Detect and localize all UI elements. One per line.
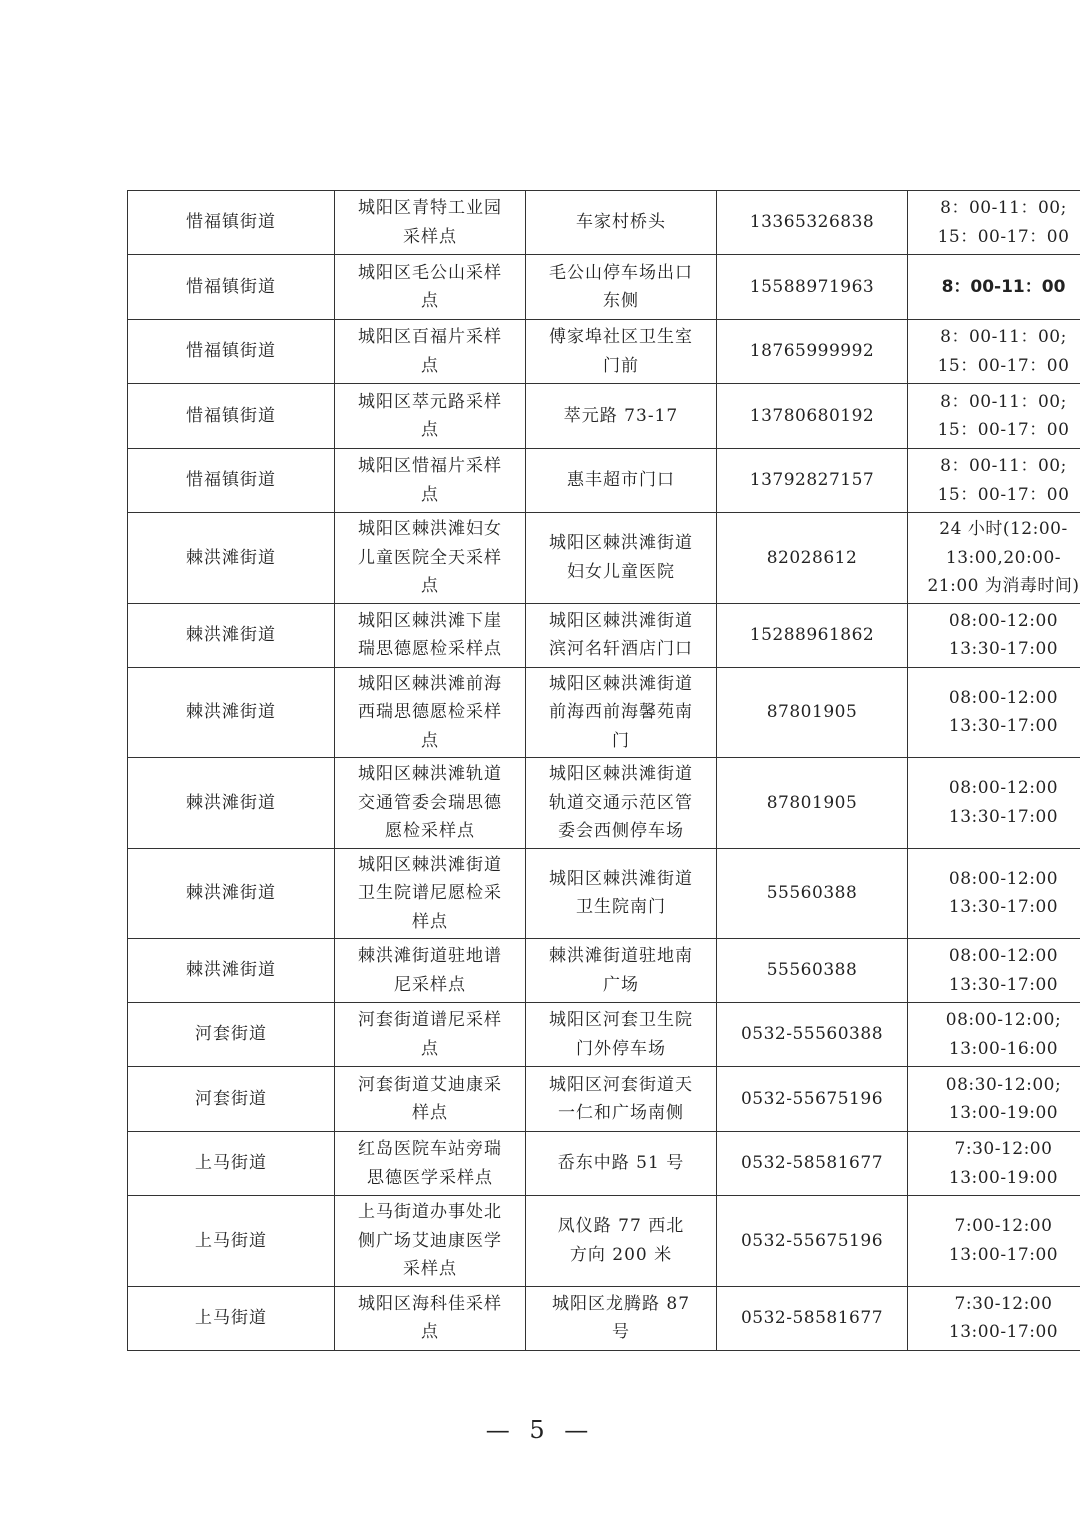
phone-cell: 87801905 — [717, 667, 908, 758]
street-cell: 棘洪滩街道 — [128, 513, 335, 604]
street-cell: 惜福镇街道 — [128, 255, 335, 320]
site-name-cell-line: 思德医学采样点 — [367, 1167, 493, 1188]
hours-cell — [908, 848, 1080, 939]
site-name-cell-line: 样点 — [412, 1103, 448, 1123]
site-name-cell-line: 红岛医院车站旁瑞 — [358, 1139, 502, 1159]
hours-cell-line: 8：00-11：00; — [940, 198, 1067, 218]
table-row — [128, 513, 1080, 604]
street-cell: 棘洪滩街道 — [128, 939, 335, 1003]
site-name-cell-line: 卫生院谱尼愿检采 — [358, 883, 502, 903]
address-cell-line: 卫生院南门 — [576, 897, 666, 918]
hours-cell — [908, 320, 1080, 384]
table-row — [128, 191, 1080, 255]
site-name-cell-line: 城阳区棘洪滩妇女 — [358, 519, 502, 539]
street-cell: 上马街道 — [128, 1132, 335, 1196]
site-name-cell-line: 点 — [421, 730, 439, 751]
address-cell — [526, 1003, 717, 1067]
site-name-cell-line: 城阳区棘洪滩轨道 — [358, 764, 502, 784]
hours-cell-line: 7:30-12:00 — [954, 1293, 1053, 1314]
site-name-cell-line: 点 — [421, 355, 439, 376]
address-cell-line: 前海西前海馨苑南 — [549, 702, 693, 722]
street-cell: 惜福镇街道 — [128, 449, 335, 513]
phone-cell: 18765999992 — [717, 320, 908, 384]
address-cell — [526, 1196, 717, 1287]
hours-cell-line: 7:30-12:00 — [954, 1139, 1053, 1159]
site-name-cell — [335, 1067, 526, 1132]
table-row — [128, 1196, 1080, 1287]
hours-cell-line: 13:30-17:00 — [948, 716, 1059, 737]
address-cell — [526, 384, 717, 449]
table-row — [128, 384, 1080, 449]
site-name-cell-line: 城阳区毛公山采样 — [358, 262, 502, 283]
address-cell-line: 门 — [612, 730, 630, 751]
hours-cell — [908, 1003, 1080, 1067]
site-name-cell-line: 点 — [421, 576, 439, 596]
site-name-cell-line: 城阳区棘洪滩街道 — [358, 854, 502, 875]
street-cell: 河套街道 — [128, 1003, 335, 1067]
hours-cell-line: 13:00-17:00 — [948, 1244, 1059, 1265]
phone-cell: 0532-58581677 — [717, 1132, 908, 1196]
hours-cell-line: 08:00-12:00 — [948, 610, 1059, 631]
phone-cell: 13792827157 — [717, 449, 908, 513]
site-name-cell-line: 城阳区棘洪滩前海 — [358, 673, 502, 694]
phone-cell: 15288961862 — [717, 603, 908, 667]
hours-cell — [908, 255, 1080, 320]
phone-cell: 0532-55675196 — [717, 1067, 908, 1132]
site-name-cell-line: 城阳区百福片采样 — [358, 327, 502, 347]
hours-cell — [908, 667, 1080, 758]
hours-cell-line: 13:30-17:00 — [948, 639, 1059, 659]
address-cell-line: 棘洪滩街道驻地南 — [549, 946, 693, 966]
hours-cell — [908, 191, 1080, 255]
address-cell-line: 城阳区棘洪滩街道 — [549, 610, 693, 631]
street-cell: 棘洪滩街道 — [128, 603, 335, 667]
hours-cell-line: 8：00-11：00 — [941, 276, 1066, 297]
address-cell-line: 门外停车场 — [576, 1038, 666, 1059]
site-name-cell — [335, 1003, 526, 1067]
site-name-cell-line: 儿童医院全天采样 — [358, 547, 502, 568]
hours-cell-line: 13:00-16:00 — [948, 1038, 1059, 1059]
address-cell-line: 滨河名轩酒店门口 — [549, 639, 693, 659]
hours-cell-line: 13:00,20:00- — [945, 547, 1062, 568]
table-row — [128, 449, 1080, 513]
hours-cell — [908, 603, 1080, 667]
address-cell-line: 傅家埠社区卫生室 — [549, 327, 693, 347]
table-row — [128, 758, 1080, 849]
phone-cell: 13365326838 — [717, 191, 908, 255]
address-cell-line: 岙东中路 51 号 — [557, 1153, 685, 1174]
site-name-cell — [335, 1196, 526, 1287]
address-cell — [526, 320, 717, 384]
site-name-cell-line: 西瑞思德愿检采样 — [358, 702, 502, 722]
street-cell: 上马街道 — [128, 1286, 335, 1350]
address-cell — [526, 513, 717, 604]
table-row — [128, 667, 1080, 758]
site-name-cell-line: 河套街道艾迪康采 — [358, 1074, 502, 1095]
phone-cell: 13780680192 — [717, 384, 908, 449]
table-row — [128, 1003, 1080, 1067]
hours-cell-line: 08:00-12:00 — [948, 868, 1059, 889]
hours-cell-line: 08:30-12:00; — [945, 1074, 1062, 1095]
hours-cell-line: 13:30-17:00 — [948, 897, 1059, 918]
site-name-cell — [335, 667, 526, 758]
address-cell — [526, 1067, 717, 1132]
street-cell: 惜福镇街道 — [128, 384, 335, 449]
address-cell — [526, 848, 717, 939]
site-name-cell-line: 侧广场艾迪康医学 — [358, 1230, 502, 1251]
phone-cell: 0532-58581677 — [717, 1286, 908, 1350]
hours-cell — [908, 513, 1080, 604]
hours-cell — [908, 1286, 1080, 1350]
hours-cell-line: 8：00-11：00; — [940, 327, 1067, 347]
address-cell — [526, 667, 717, 758]
site-name-cell — [335, 848, 526, 939]
hours-cell-line: 24 小时(12:00- — [939, 519, 1068, 539]
hours-cell — [908, 384, 1080, 449]
site-name-cell-line: 点 — [421, 420, 439, 440]
street-cell: 棘洪滩街道 — [128, 758, 335, 849]
site-name-cell — [335, 449, 526, 513]
site-name-cell — [335, 384, 526, 449]
phone-cell: 15588971963 — [717, 255, 908, 320]
address-cell-line: 妇女儿童医院 — [567, 561, 675, 582]
address-cell-line: 城阳区棘洪滩街道 — [549, 533, 693, 554]
site-name-cell — [335, 1286, 526, 1350]
address-cell-line: 一仁和广场南侧 — [558, 1103, 684, 1123]
address-cell — [526, 449, 717, 513]
address-cell-line: 城阳区棘洪滩街道 — [549, 764, 693, 784]
street-cell: 河套街道 — [128, 1067, 335, 1132]
hours-cell-line: 08:00-12:00; — [945, 1010, 1062, 1030]
address-cell-line: 城阳区龙腾路 87 — [551, 1293, 691, 1314]
site-name-cell-line: 点 — [421, 1322, 439, 1342]
street-cell: 惜福镇街道 — [128, 320, 335, 384]
hours-cell-line: 15：00-17：00 — [937, 355, 1070, 376]
table-row — [128, 848, 1080, 939]
table-row — [128, 603, 1080, 667]
address-cell-line: 方向 200 米 — [569, 1244, 673, 1265]
address-cell-line: 毛公山停车场出口 — [549, 262, 693, 283]
address-cell-line: 城阳区河套街道天 — [549, 1074, 693, 1095]
street-cell: 上马街道 — [128, 1196, 335, 1287]
address-cell-line: 城阳区棘洪滩街道 — [549, 868, 693, 889]
hours-cell-line: 8：00-11：00; — [940, 456, 1067, 476]
address-cell — [526, 255, 717, 320]
site-name-cell — [335, 939, 526, 1003]
site-name-cell-line: 交通管委会瑞思德 — [358, 792, 502, 813]
site-name-cell-line: 城阳区棘洪滩下崖 — [358, 610, 502, 631]
site-name-cell-line: 点 — [421, 484, 439, 505]
site-name-cell-line: 城阳区青特工业园 — [358, 198, 502, 218]
phone-cell: 87801905 — [717, 758, 908, 849]
table-row — [128, 320, 1080, 384]
address-cell-line: 城阳区河套卫生院 — [549, 1010, 693, 1030]
hours-cell-line: 21:00 为消毒时间) — [927, 576, 1080, 596]
address-cell-line: 委会西侧停车场 — [558, 821, 684, 841]
hours-cell — [908, 1132, 1080, 1196]
table-row — [128, 255, 1080, 320]
site-name-cell — [335, 758, 526, 849]
phone-cell: 82028612 — [717, 513, 908, 604]
street-cell: 棘洪滩街道 — [128, 848, 335, 939]
site-name-cell-line: 采样点 — [403, 1259, 457, 1279]
hours-cell-line: 13:00-17:00 — [948, 1322, 1059, 1342]
site-name-cell-line: 尼采样点 — [394, 974, 466, 995]
hours-cell-line: 13:00-19:00 — [948, 1167, 1059, 1188]
hours-cell-line: 15：00-17：00 — [937, 484, 1070, 505]
street-cell: 棘洪滩街道 — [128, 667, 335, 758]
address-cell-line: 号 — [612, 1322, 630, 1342]
site-name-cell-line: 城阳区海科佳采样 — [358, 1293, 502, 1314]
address-cell-line: 凤仪路 77 西北 — [557, 1216, 685, 1237]
hours-cell — [908, 758, 1080, 849]
street-cell: 惜福镇街道 — [128, 191, 335, 255]
site-name-cell — [335, 320, 526, 384]
site-name-cell-line: 城阳区惜福片采样 — [358, 456, 502, 476]
hours-cell-line: 08:00-12:00 — [948, 687, 1059, 708]
address-cell — [526, 1132, 717, 1196]
table-row — [128, 1286, 1080, 1350]
site-name-cell — [335, 513, 526, 604]
site-name-cell-line: 采样点 — [403, 226, 457, 247]
site-name-cell-line: 愿检采样点 — [385, 821, 475, 841]
hours-cell-line: 15：00-17：00 — [937, 420, 1070, 440]
hours-cell — [908, 1196, 1080, 1287]
address-cell — [526, 1286, 717, 1350]
hours-cell-line: 8：00-11：00; — [940, 391, 1067, 412]
hours-cell-line: 7:00-12:00 — [954, 1216, 1053, 1237]
site-name-cell-line: 点 — [421, 1038, 439, 1059]
address-cell-line: 门前 — [603, 355, 639, 376]
hours-cell — [908, 449, 1080, 513]
page-number: — 5 — — [485, 1416, 595, 1444]
address-cell-line: 惠丰超市门口 — [567, 470, 675, 491]
site-name-cell-line: 棘洪滩街道驻地谱 — [358, 946, 502, 966]
address-cell-line: 广场 — [603, 974, 639, 995]
hours-cell — [908, 1067, 1080, 1132]
phone-cell: 55560388 — [717, 848, 908, 939]
table-row — [128, 939, 1080, 1003]
site-name-cell — [335, 603, 526, 667]
address-cell-line: 城阳区棘洪滩街道 — [549, 673, 693, 694]
address-cell — [526, 758, 717, 849]
sampling-sites-table — [127, 190, 1080, 1351]
site-name-cell-line: 点 — [421, 291, 439, 311]
hours-cell-line: 13:00-19:00 — [948, 1103, 1059, 1123]
hours-cell-line: 08:00-12:00 — [948, 946, 1059, 966]
hours-cell-line: 13:30-17:00 — [948, 806, 1059, 827]
site-name-cell-line: 城阳区萃元路采样 — [358, 391, 502, 412]
site-name-cell — [335, 255, 526, 320]
address-cell-line: 东侧 — [603, 291, 639, 311]
phone-cell: 55560388 — [717, 939, 908, 1003]
site-name-cell — [335, 1132, 526, 1196]
address-cell — [526, 603, 717, 667]
hours-cell — [908, 939, 1080, 1003]
site-name-cell-line: 瑞思德愿检采样点 — [358, 639, 502, 659]
address-cell-line: 萃元路 73-17 — [563, 405, 679, 426]
hours-cell-line: 08:00-12:00 — [948, 778, 1059, 799]
site-name-cell-line: 上马街道办事处北 — [358, 1202, 502, 1222]
table-row — [128, 1067, 1080, 1132]
phone-cell: 0532-55560388 — [717, 1003, 908, 1067]
hours-cell-line: 13:30-17:00 — [948, 974, 1059, 995]
site-name-cell-line: 样点 — [412, 911, 448, 932]
address-cell-line: 轨道交通示范区管 — [549, 792, 693, 813]
phone-cell: 0532-55675196 — [717, 1196, 908, 1287]
address-cell-line: 车家村桥头 — [576, 212, 666, 233]
address-cell — [526, 191, 717, 255]
table-row — [128, 1132, 1080, 1196]
hours-cell-line: 15：00-17：00 — [937, 226, 1070, 247]
address-cell — [526, 939, 717, 1003]
site-name-cell — [335, 191, 526, 255]
site-name-cell-line: 河套街道谱尼采样 — [358, 1010, 502, 1030]
table-body — [128, 191, 1080, 1351]
